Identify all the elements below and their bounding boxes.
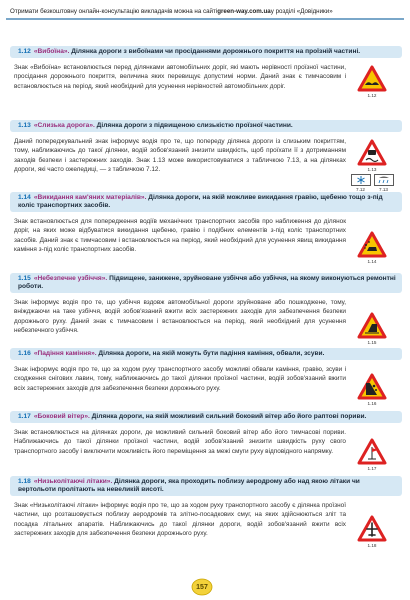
section-number: 1.12 <box>18 48 31 55</box>
snowflake-plate-icon <box>351 174 371 192</box>
section-text: Знак «Вибоїна» встановлюється перед ділянками автомобільних доріг, які мають нерівності проїзної частини, просідання дорожнього покриття, величина яких перевищує допустимі норми. Даний знак є тимчасовим і встановлюється на період, який необхідний для усунення нерівностей автомобільних доріг. <box>14 64 346 90</box>
section-text: Знак встановлюється на ділянках дороги, де можливий сильний боковий вітер або його тимчасові пориви. Наближаючись до такої ділянки проїзної частини, водій зобов'язаний знизити швидкість руху свого транспортного засобу і виключити можливість його переміщення за межі смуги руху відповідного напрямку. <box>14 429 346 455</box>
section-title <box>10 348 402 360</box>
section-title <box>10 273 402 293</box>
sign-code: 1.13 <box>367 167 377 172</box>
page-number-badge <box>191 578 213 596</box>
pothole-sign-icon <box>357 65 387 98</box>
plate-code: 7.12 <box>356 187 365 192</box>
sign-code: 1.18 <box>367 543 377 548</box>
section-1-17 <box>10 411 402 471</box>
slippery-road-sign-icon <box>357 139 387 172</box>
section-heading: Ділянка дороги з підвищеною слизькістю проїзної частини. <box>94 122 293 129</box>
section-number: 1.18 <box>18 478 31 485</box>
section-number: 1.17 <box>18 413 31 420</box>
sign-name: «Боковий вітер». <box>33 413 90 420</box>
sign-name: «Викидання кам'яних матеріалів». <box>33 194 147 201</box>
sign-name: «Вибоїна». <box>33 48 70 55</box>
section-text: Знак «Низьколітаючі літаки» інформує водія про те, що за ходом руху транспортного засобу є ділянка проїзної частини, що розташовується поблизу аеродромів та злітно-посадкових смуг, на яких здійснюються зліт та посадка літальних апаратів. Наближаючись до такої ділянки дороги, водій зобов'язаний вжити всіх застережних заходів для забезпечення безпеки дорожнього руху. <box>14 502 346 538</box>
section-title <box>10 120 402 132</box>
sign-code: 1.17 <box>367 466 377 471</box>
sign-name: «Падіння каміння». <box>33 350 97 357</box>
section-text: Знак інформує водія про те, що узбіччя вздовж автомобільної дороги зруйноване або пошкоджене, тому, вніжджаючи на таке узбіччя, водій зобов'язаний вжити всіх застережних заходів для забезпечення безпеки дорожнього руху. Даний знак є тимчасовим і встановлюється на період, який необхідний для усунення небезпечного узбіччя. <box>14 299 346 335</box>
plate-code: 7.13 <box>379 187 388 192</box>
section-1-12 <box>10 46 402 98</box>
section-title <box>10 46 402 58</box>
section-1-18 <box>10 476 402 548</box>
sign-code: 1.15 <box>367 340 377 345</box>
header-suffix: у розділі «Довідники» <box>270 7 333 15</box>
page-number: 157 <box>196 583 208 591</box>
section-heading: Ділянка дороги, на якій можливий сильний боковий вітер або його раптові пориви. <box>89 413 367 420</box>
sign-code: 1.16 <box>367 401 377 406</box>
section-heading: Ділянка дороги з вибоїнами чи просіданнями дорожнього покриття на проїзній частині. <box>69 48 361 55</box>
section-number: 1.16 <box>18 350 31 357</box>
loose-gravel-sign-icon <box>357 231 387 264</box>
section-heading: Підвищене, занижене, зруйноване узбіччя або узбіччя, на якому виконуються ремонтні роботи. <box>18 275 396 290</box>
sign-code: 1.14 <box>367 259 377 264</box>
sign-name: «Небезпечне узбіччя». <box>33 275 108 282</box>
section-number: 1.15 <box>18 275 31 282</box>
section-heading: Ділянка дороги, на якій можуть бути падіння каміння, обвали, зсуви. <box>96 350 325 357</box>
section-text: Даний попереджувальний знак інформує водія про те, що попереду ділянка дороги із слизьким покриттям, тому, наближаючись до такої ділянки, водій зобов'язаний знизити швидкість, щоб проїхати її з дотриманням заходів безпеки і застережних заходів. Знак 1.13 може використовуватися з табличкою 7.13, а на ділянках дороги, які часто ожеледиці, — з табличкою 7.12. <box>14 138 346 174</box>
section-1-15 <box>10 273 402 345</box>
section-number: 1.13 <box>18 122 31 129</box>
header-prefix: Отримати безкоштовну онлайн-консультацію викладачів можна на сайті <box>10 7 218 15</box>
sign-name: «Низьколітаючі літаки». <box>33 478 113 485</box>
section-title <box>10 411 402 423</box>
section-title <box>10 192 402 212</box>
section-text: Знак інформує водія про те, що за ходом руху транспортного засобу можливі обвали каміння, гравію, зсуви і сходження снігових лавин, тому, наближаючись до такої ділянки проїзної частини, водій зобов'язаний вжити всіх застережних заходів для забезпечення безпеки дорожнього руху. <box>14 366 346 392</box>
section-heading: Ділянка дороги, яка проходить поблизу аеродрому або над якою літаки чи вертольоти пролітають на невеликій висоті. <box>18 478 360 493</box>
section-text: Знак встановлюється для попередження водіїв механічних транспортних засобів про наближення до ділянок доріг, на яких може відбуватися викидання щебеню, гравію і подібних елементів з-під коліс транспортних засобів. Даний знак є тимчасовим і встановлюється на період, який необхідний для усунення явищ викидання каміння з-під коліс транспортних засобів. <box>14 218 346 254</box>
section-title <box>10 476 402 496</box>
falling-rocks-sign-icon <box>357 373 387 406</box>
sign-code: 1.12 <box>367 93 377 98</box>
section-1-16 <box>10 348 402 406</box>
section-heading: Ділянка дороги, на якій можливе викидання гравію, щебеню тощо з-під коліс транспортних засобів. <box>18 194 383 209</box>
low-flying-aircraft-sign-icon <box>357 515 387 548</box>
dangerous-shoulder-sign-icon <box>357 312 387 345</box>
section-1-13 <box>10 120 402 192</box>
rain-plate-icon <box>374 174 394 192</box>
section-number: 1.14 <box>18 194 31 201</box>
side-wind-sign-icon <box>357 438 387 471</box>
sign-name: «Слизька дорога». <box>33 122 95 129</box>
header-site-link[interactable]: green-way.com.ua <box>217 7 271 15</box>
section-1-14 <box>10 192 402 264</box>
page-header <box>6 4 404 20</box>
